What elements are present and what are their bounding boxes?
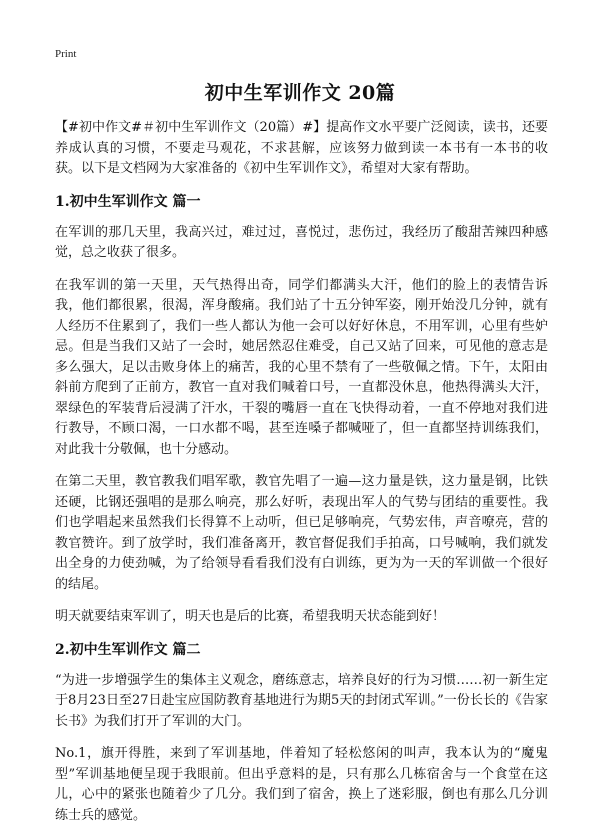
body-paragraph: 在军训的那几天里，我高兴过，难过过，喜悦过，悲伤过，我经历了酸甜苦辣四种感觉，总之收获了很多。 bbox=[55, 224, 548, 260]
section-heading: 2.初中生军训作文 篇二 bbox=[55, 641, 201, 658]
body-paragraph: 明天就要结束军训了，明天也是后的比赛，希望我明天状态能到好！ bbox=[55, 609, 446, 624]
page-title: 初中生军训作文 20篇 bbox=[204, 82, 396, 104]
print-label: Print bbox=[55, 48, 77, 60]
section-heading: 1.初中生军训作文 篇一 bbox=[55, 193, 201, 210]
body-paragraph: 在第二天里，教官教我们唱军歌，教官先唱了一遍—这力量是铁，这力量是钢，比铁还硬，比钢还强唱的是那么响亮，那么好听，表现出军人的气势与团结的重要性。我们也学唱起来虽然我们长得算不上动听，但已足够响亮，气势宏伟，声音嘹亮，营的教官赞许。到了放学时，我们准备离开，教官督促我们手拍高，口号喊响，我们就发出全身的力使劲喊，为了给领导看看我们没有白训练，更为为一天的军训做一个很好的结尾。 bbox=[55, 474, 548, 592]
intro-paragraph: 【#初中作文#＃初中生军训作文（20篇）#】提高作文水平要广泛阅读，读书，还要养成认真的习惯，不要走马观花，不求甚解，应该努力做到读一本书有一本书的收获。以下是文档网为大家准备的《初中生军训作文》，希望对大家有帮助。 bbox=[55, 120, 548, 176]
body-paragraph: No.1，旗开得胜，来到了军训基地，伴着知了轻松悠闲的叫声，我本认为的“魔鬼型”军训基地便呈现于我眼前。但出乎意料的是，只有那么几栋宿舍与一个食堂在这儿，心中的紧张也随着少了几分。我们到了宿舍，换上了迷彩服，倒也有那么几分训练士兵的感觉。 bbox=[55, 746, 548, 823]
body-paragraph: 在我军训的第一天里，天气热得出奇，同学们都满头大汗，他们的脸上的表情告诉我，他们都很累，很渴，浑身酸痛。我们站了十五分钟军姿，刚开始没几分钟，就有人经历不住累到了，我们一些人都认为他一会可以好好休息，不用军训，心里有些妒忌。但是当我们又站了一会时，她居然忍住难受，自己又站了回来，可见他的意志是多么强大，足以击败身体上的痛苦，我的心里不禁有了一些敬佩之情。下午，太阳由斜前方爬到了正前方，教官一直对我们喊着口号，一直都没休息，他热得满头大汗，翠绿色的军装背后浸满了汗水，干裂的嘴唇一直在飞快得动着，一直不停地对我们进行教导，不顾口渴，一口水都不喝，甚至连嗓子都喊哑了，但一直都坚持训练我们，对此我十分敬佩，也十分感动。 bbox=[55, 277, 548, 457]
article-body bbox=[55, 118, 548, 838]
body-paragraph: “为进一步增强学生的集体主义观念，磨练意志，培养良好的行为习惯……初一新生定于8月23日至27日赴宝应国防教育基地进行为期5天的封闭式军训。”一份长长的《告家长书》为我们打开了军训的大门。 bbox=[55, 672, 548, 729]
